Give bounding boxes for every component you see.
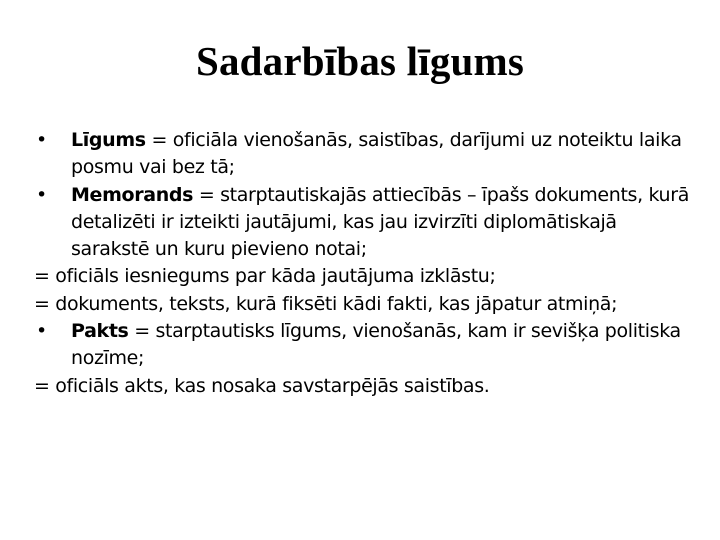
bullet-item-ligums — [34, 127, 694, 182]
definition-memorands-3: = dokuments, teksts, kurā fiksēti kādi fakti, kas jāpatur atmiņā; — [34, 292, 618, 315]
bullet-item-pakts — [34, 318, 694, 373]
term-pakts: Pakts — [71, 320, 129, 343]
bullet-icon: • — [36, 320, 47, 343]
slide-title: Sadarbības līgums — [195, 38, 525, 84]
term-memorands: Memorands — [71, 183, 194, 206]
bullet-icon: • — [36, 129, 47, 151]
term-ligums: Līgums — [71, 129, 146, 151]
definition-memorands-1: = starptautiskajās attiecībās – īpašs dokuments, kurā detalizēti ir izteikti jautājumi, kas jau izvirzīti diplomātiskajā sarakstē un kuru pievieno notai; — [71, 183, 689, 261]
definition-ligums: = oficiāla vienošanās, saistības, darījumi uz noteiktu laika posmu vai bez tā; — [71, 129, 682, 179]
slide-body — [34, 127, 694, 400]
bullet-icon: • — [36, 183, 47, 206]
bullet-item-memorands — [34, 182, 694, 264]
definition-memorands-2: = oficiāls iesniegums par kāda jautājuma izklāstu; — [34, 265, 496, 288]
definition-pakts-2: = oficiāls akts, kas nosaka savstarpējās saistības. — [34, 374, 490, 397]
definition-pakts-1: = starptautisks līgums, vienošanās, kam ir sevišķa politiska nozīme; — [71, 320, 681, 370]
